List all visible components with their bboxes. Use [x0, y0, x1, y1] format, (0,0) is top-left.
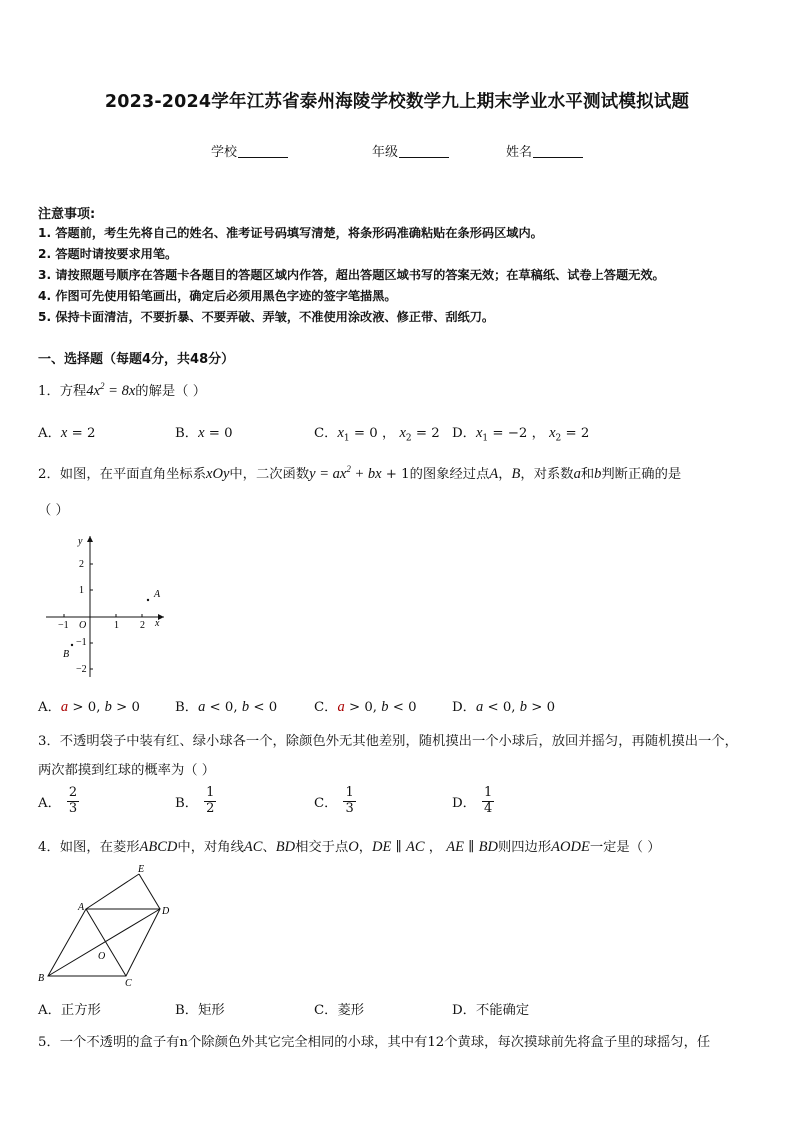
note-item: 2. 答题时请按要求用笔。 [38, 247, 178, 261]
x-axis-label: x [155, 618, 160, 629]
q1-option-d[interactable]: D．$x_1 = -2$ ， $x_2 = 2$ [452, 425, 590, 444]
q2-option-a[interactable]: A．a > 0, b > 0 [38, 699, 140, 715]
q4-option-d[interactable]: D．不能确定 [452, 1003, 530, 1018]
y-tick-label: −1 [76, 637, 87, 648]
question-3-line2: 两次都摸到红球的概率为（ ） [38, 763, 216, 778]
y-axis-arrow [87, 536, 93, 542]
q4-rhombus-figure [36, 864, 181, 988]
segment-de [139, 874, 160, 909]
x-tick-label: 1 [114, 620, 119, 631]
origin-label: O [79, 620, 87, 631]
q4-option-a[interactable]: A．正方形 [38, 1003, 101, 1018]
q3-option-d[interactable]: D． $\frac{1}{4}$ [452, 785, 493, 816]
q2-option-b[interactable]: B．a < 0, b < 0 [175, 699, 278, 715]
point-b-label: B [38, 973, 45, 984]
q4-option-b[interactable]: B．矩形 [175, 1003, 225, 1018]
point-o-label: O [98, 951, 106, 962]
y-tick-label: −2 [76, 664, 87, 675]
name-field[interactable]: 姓名 [506, 141, 583, 160]
question-1: 1．方程$4x^2 = 8x$的解是（ ） [38, 381, 206, 399]
page-title: 2023-2024学年江苏省泰州海陵学校数学九上期末学业水平测试模拟试题 [104, 92, 690, 112]
note-item: 4. 作图可先使用铅笔画出，确定后必须用黑色字迹的签字笔描黑。 [38, 289, 397, 303]
q1-option-a[interactable]: A．x = 2 [38, 425, 96, 441]
q3-option-a[interactable]: A． $\frac{2}{3}$ [38, 785, 78, 816]
question-2: 2．如图，在平面直角坐标系xOy中，二次函数$y = ax^2$ + bx + 1的图象经过点A，B，对系数a和b判断正确的是 [38, 464, 682, 482]
point-b-label: B [63, 649, 70, 660]
q3-option-c[interactable]: C． $\frac{1}{3}$ [314, 785, 354, 816]
point-e-label: E [138, 864, 145, 875]
school-field[interactable]: 学校 [211, 141, 288, 160]
segment-ae [86, 874, 139, 909]
y-axis-label: y [78, 536, 83, 547]
section-heading: 一、选择题（每题4分，共48分） [38, 352, 235, 367]
q2-option-c[interactable]: C．a > 0, b < 0 [314, 699, 417, 715]
note-item: 5. 保持卡面清洁，不要折暴、不要弄破、弄皱，不准使用涂改液、修正带、刮纸刀。 [38, 310, 495, 324]
grade-field[interactable]: 年级 [372, 141, 449, 160]
point-c-label: C [125, 978, 132, 988]
q4-option-c[interactable]: C．菱形 [314, 1003, 365, 1018]
x-tick-label: −1 [58, 620, 69, 631]
y-tick-label: 2 [79, 559, 84, 570]
note-item: 3. 请按照题号顺序在答题卡各题目的答题区域内作答，超出答题区域书写的答案无效；在草稿纸、试卷上答题无效。 [38, 268, 665, 282]
y-tick-label: 1 [79, 585, 84, 596]
diagonal-ac [86, 909, 126, 976]
q1-option-b[interactable]: B．x = 0 [175, 425, 233, 441]
point-a-label: A [154, 589, 161, 600]
question-3: 3．不透明袋子中装有红、绿小球各一个，除颜色外无其他差别，随机摸出一个小球后，放回并摇匀，再随机摸出一个， [38, 734, 738, 749]
question-2-bracket: （ ） [38, 503, 69, 518]
notes-heading: 注意事项: [38, 207, 96, 222]
x-tick-label: 2 [140, 620, 145, 631]
q3-option-b[interactable]: B． $\frac{1}{2}$ [175, 785, 215, 816]
note-item: 1. 答题前，考生先将自己的姓名、准考证号码填写清楚，将条形码准确粘贴在条形码区域内。 [38, 226, 543, 240]
q1-option-c[interactable]: C．$x_1 = 0$ ， $x_2 = 2$ [314, 425, 440, 444]
point-b [71, 644, 73, 646]
point-a [147, 599, 149, 601]
point-d-label: D [162, 906, 170, 917]
question-4: 4．如图，在菱形ABCD中，对角线AC、BD相交于点O，DE ∥ AC ， AE ∥ BD则四边形AODE一定是（ ） [38, 839, 661, 855]
point-a-label: A [78, 902, 85, 913]
q2-coordinate-figure [38, 532, 173, 680]
q2-option-d[interactable]: D．a < 0, b > 0 [452, 699, 556, 715]
question-5: 5．一个不透明的盒子有n个除颜色外其它完全相同的小球，其中有12个黄球，每次摸球前先将盒子里的球摇匀，任 [38, 1035, 711, 1050]
